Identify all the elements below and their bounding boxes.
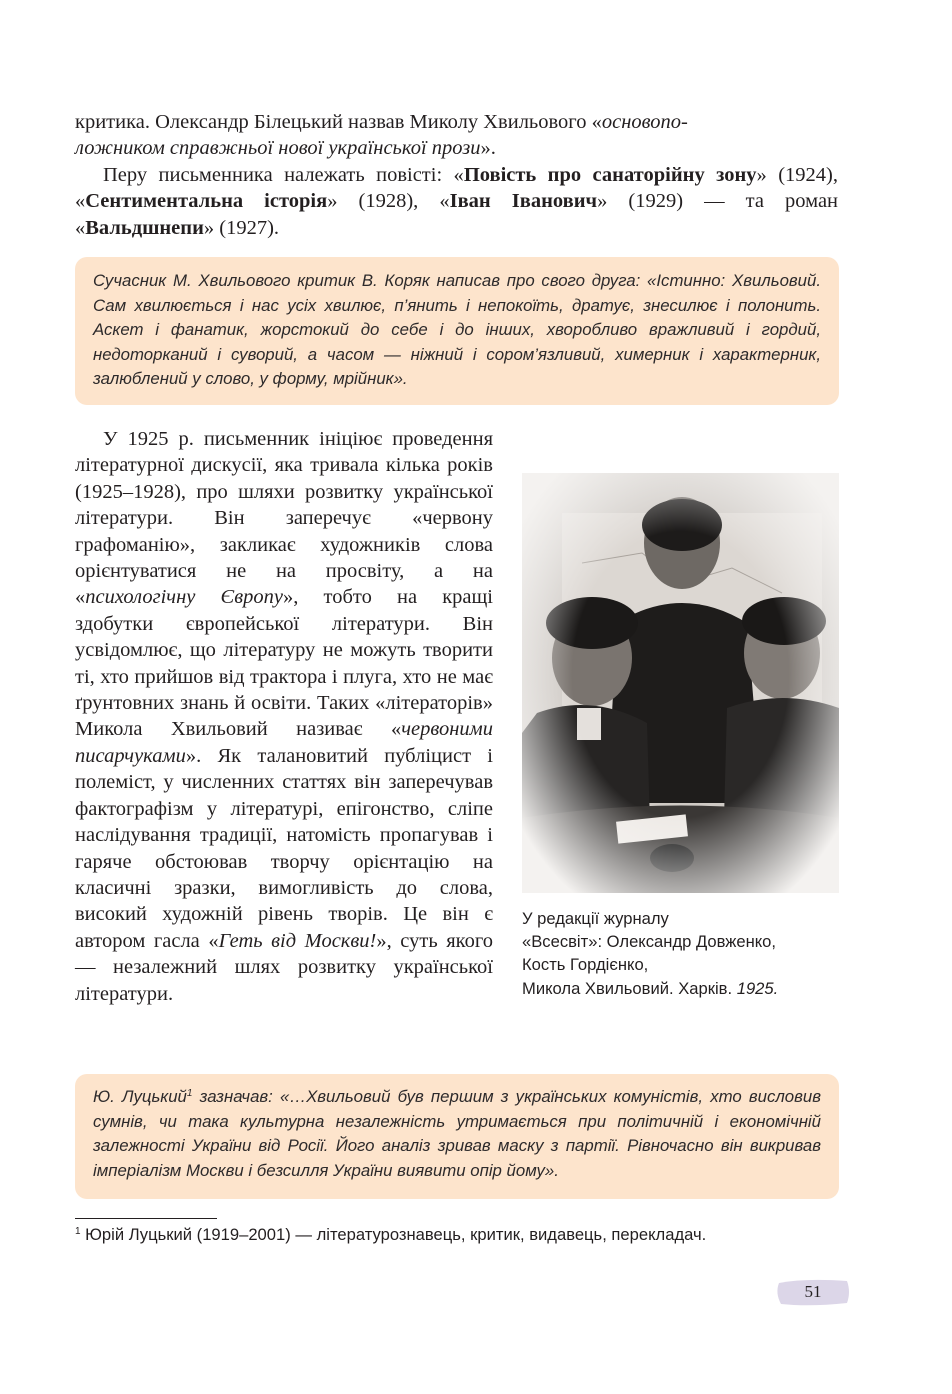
caption-line: Микола Хвильовий. Харків. 1925. — [522, 978, 779, 998]
quote-koriak-text: Сучасник М. Хвильового критик В. Коряк написав про свого друга: «Істинно: Хвильовий. Сам хвилюється і нас усіх хвилює, п’янить і непокоїть, дратує, знесилює і полонить. Аскет і фанатик, жорстокий до себе і до інших, хворобливо вражливий і гордий, недоторканий і суворий, а часом — ніжний і сором’язливий, химерник і характерник, залюблений у слово, у форму, мрійник». — [93, 271, 821, 389]
caption-line: У редакції журналу — [522, 909, 669, 928]
photo-illustration — [522, 473, 839, 893]
caption-line: Кость Гордієнко, — [522, 955, 649, 975]
footnote-marker: 1 — [75, 1226, 81, 1237]
intro-line-1: критика. Олександр Білецький назвав Миколу Хвильового «основопо- — [75, 111, 688, 133]
photo-caption — [522, 907, 842, 1000]
caption-line: «Всесвіт»: Олександр Довженко, — [522, 932, 777, 952]
main-paragraph: У 1925 р. письменник ініціює проведення літературної дискусії, яка тривала кілька років (1925–1928), про шляхи розвитку української літератури. Він заперечує «червону графоманію», закликає художників слова орієнтуватися не на просвіту, а на «психологічну Європу», тобто на кращі здобутки європейської літератури. Він усвідомлює, що літературу не можуть творити ті, хто прийшов від трактора і плуга, хто не має ґрунтовних знань й освіти. Таких «літераторів» Микола Хвильовий називає «червоними писарчуками». Як талановитий публіцист і полеміст, у численних статтях він заперечував фактографізм у літературі, епігонство, сліпе наслідування традиції, натомість пропагував і гаряче обстоював творчу орієнтацію на класичні зразки, вимогливість до слова, високий художній рівень творів. Це він є автором гасла «Геть від Москви!», суть якого — незалежний шлях розвитку української літератури. — [75, 428, 493, 1005]
footnote-text: Юрій Луцький (1919–2001) — літературознавець, критик, видавець, перекладач. — [80, 1225, 707, 1244]
intro-text — [75, 109, 838, 241]
page-number-tab — [775, 1277, 851, 1307]
group-photo — [522, 473, 839, 893]
page-number: 51 — [804, 1282, 822, 1301]
works-paragraph: Перу письменника належать повісті: «Повість про санаторійну зону» (1924), «Сентиментальна історія» (1928), «Іван Іванович» (1929) — та роман «Вальдшнепи» (1927). — [75, 163, 839, 239]
footnote-ref[interactable]: 1 — [186, 1088, 193, 1099]
intro-line-2: ложником справжньої нової української прози». — [75, 137, 496, 160]
quote-box-lutsky — [75, 1074, 839, 1199]
quote-box-koriak — [75, 257, 839, 405]
quote-author: Ю. Луцький — [93, 1087, 187, 1106]
footnote-divider — [75, 1218, 217, 1219]
quote-lutsky-text: зазначав: «…Хвильовий був першим з українських комуністів, хто висловив сумнів, чи така культурна незалежність утримається при політичній і економічній залежності України від Росії. Його аналіз зривав маску з партії. Рівночасно він викривав імперіалізм Москви і безсилля України виявити опір йому». — [93, 1087, 821, 1180]
footnote — [75, 1224, 875, 1246]
